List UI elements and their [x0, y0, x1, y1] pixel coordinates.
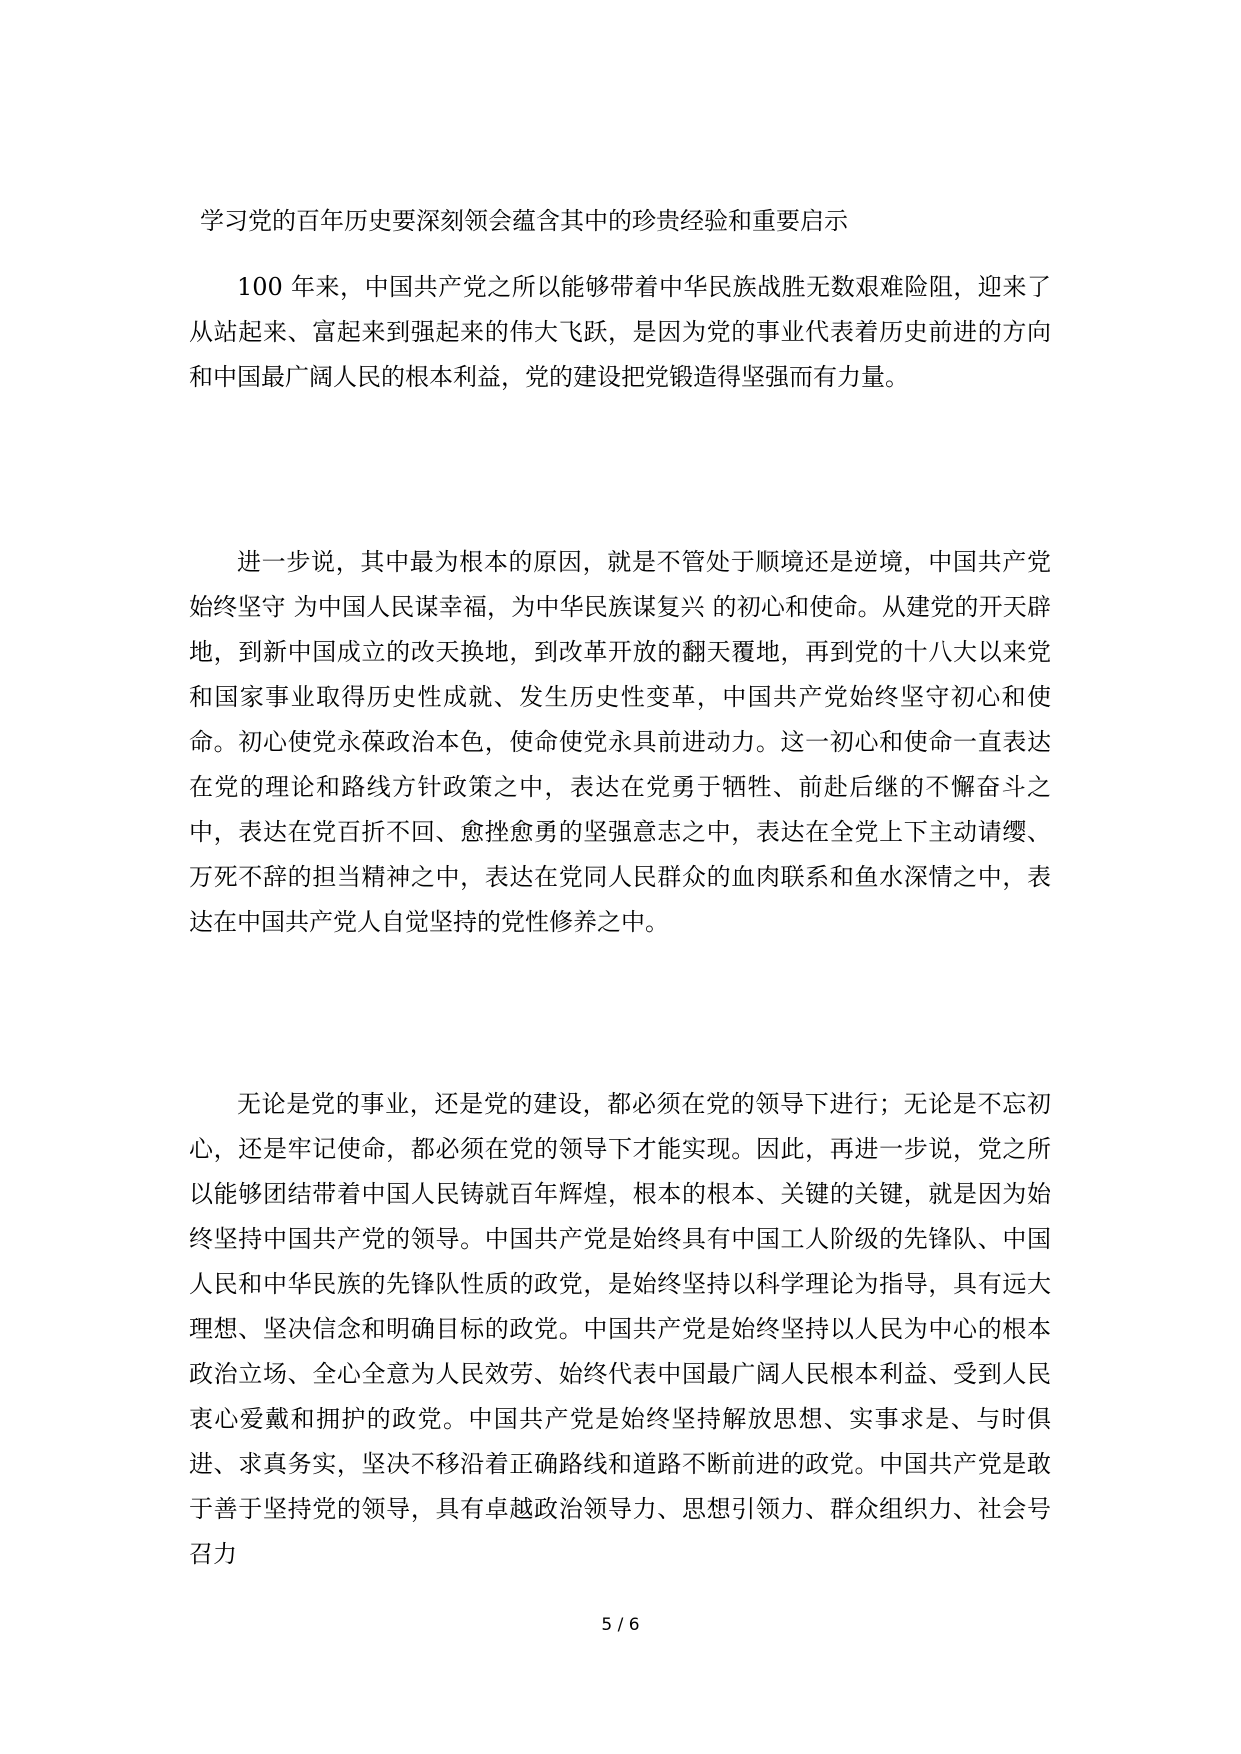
paragraph-1: 100 年来，中国共产党之所以能够带着中华民族战胜无数艰难险阻，迎来了从站起来、富起来到强起来的伟大飞跃，是因为党的事业代表着历史前进的方向和中国最广阔人民的根本利益，党的建设把党锻造得坚强而有力量。	[189, 273, 1051, 391]
document-title: 学习党的百年历史要深刻领会蕴含其中的珍贵经验和重要启示	[200, 207, 848, 235]
paragraph-2: 进一步说，其中最为根本的原因，就是不管处于顺境还是逆境，中国共产党始终坚守 为中国人民谋幸福，为中华民族谋复兴 的初心和使命。从建党的开天辟地，到新中国成立的改天换地，到改革开放的翻天覆地，再到党的十八大以来党和国家事业取得历史性成就、发生历史性变革，中国共产党始终坚守初心和使命。初心使党永葆政治本色，使命使党永具前进动力。这一初心和使命一直表达在党的理论和路线方针政策之中，表达在党勇于牺牲、前赴后继的不懈奋斗之中，表达在党百折不回、愈挫愈勇的坚强意志之中，表达在全党上下主动请缨、万死不辞的担当精神之中，表达在党同人民群众的血肉联系和鱼水深情之中，表达在中国共产党人自觉坚持的党性修养之中。	[189, 548, 1051, 936]
paragraph-3: 无论是党的事业，还是党的建设，都必须在党的领导下进行；无论是不忘初心，还是牢记使命，都必须在党的领导下才能实现。因此，再进一步说，党之所以能够团结带着中国人民铸就百年辉煌，根本的根本、关键的关键，就是因为始终坚持中国共产党的领导。中国共产党是始终具有中国工人阶级的先锋队、中国人民和中华民族的先锋队性质的政党，是始终坚持以科学理论为指导，具有远大理想、坚决信念和明确目标的政党。中国共产党是始终坚持以人民为中心的根本政治立场、全心全意为人民效劳、始终代表中国最广阔人民根本利益、受到人民衷心爱戴和拥护的政党。中国共产党是始终坚持解放思想、实事求是、与时俱进、求真务实，坚决不移沿着正确路线和道路不断前进的政党。中国共产党是敢于善于坚持党的领导，具有卓越政治领导力、思想引领力、群众组织力、社会号召力	[189, 1090, 1051, 1568]
page-number: 5 / 6	[601, 1615, 640, 1635]
